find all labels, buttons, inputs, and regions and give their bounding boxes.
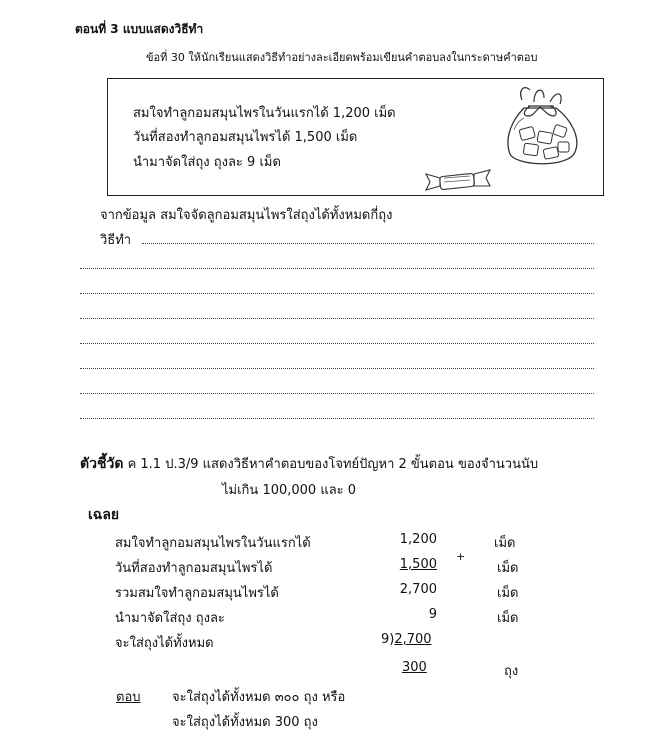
- question-line-1: สมใจทำลูกอมสมุนไพรในวันแรกได้ 1,200 เม็ด: [133, 106, 396, 121]
- question-line-3: นำมาจัดใส่ถุง ถุงละ 9 เม็ด: [133, 155, 281, 170]
- division-expression: [381, 632, 432, 647]
- solution-row-label: จะใส่ถุงได้ทั้งหมด: [115, 636, 214, 651]
- question-line-2: วันที่สองทำลูกอมสมุนไพรได้ 1,500 เม็ด: [133, 130, 358, 145]
- section-title: ตอนที่ 3 แบบแสดงวิธีทำ: [75, 22, 204, 36]
- answer-line: [80, 293, 594, 294]
- answer-line: [142, 243, 594, 244]
- answer-line: [80, 268, 594, 269]
- instruction-text: ข้อที่ 30 ให้นักเรียนแสดงวิธีทำอย่างละเอียดพร้อมเขียนคำตอบลงในกระดาษคำตอบ: [146, 51, 538, 64]
- quotient-value: 300: [402, 660, 427, 675]
- solution-title: เฉลย: [88, 507, 120, 523]
- solution-row-unit: เม็ด: [497, 611, 519, 626]
- answer-line: [80, 418, 594, 419]
- solution-row-value: 9: [428, 607, 437, 622]
- dividend: 2,700: [394, 632, 432, 647]
- answer-line: [80, 343, 594, 344]
- method-label: วิธีทำ: [100, 233, 132, 248]
- solution-row-unit: เม็ด: [497, 561, 519, 576]
- answer-line: [80, 368, 594, 369]
- divisor: 9): [381, 632, 395, 647]
- solution-row-unit: เม็ด: [494, 536, 516, 551]
- solution-row-value: 2,700: [399, 582, 437, 597]
- quotient-unit: ถุง: [504, 664, 519, 679]
- solution-row-label: นำมาจัดใส่ถุง ถุงละ: [115, 611, 225, 626]
- indicator-line-1: [80, 453, 538, 475]
- answer-line: [80, 393, 594, 394]
- answer-label: ตอบ: [116, 690, 141, 705]
- solution-row-label: วันที่สองทำลูกอมสมุนไพรได้: [115, 561, 273, 576]
- solution-row-unit: เม็ด: [497, 586, 519, 601]
- solution-row-value: 1,500: [399, 557, 437, 572]
- indicator-line-2: ไม่เกิน 100,000 และ 0: [222, 483, 357, 498]
- wrapped-candy-icon: [422, 168, 494, 192]
- answer-line-thai: จะใส่ถุงได้ทั้งหมด ๓๐๐ ถุง หรือ: [172, 690, 346, 705]
- plus-sign: +: [456, 550, 466, 563]
- solution-row-value: 1,200: [399, 532, 437, 547]
- solution-row-label: รวมสมใจทำลูกอมสมุนไพรได้: [115, 586, 279, 601]
- indicator-text: ค 1.1 ป.3/9 แสดงวิธีหาคำตอบของโจทย์ปัญหา 2 ขั้นตอน ของจำนวนนับ: [127, 457, 539, 472]
- candy-bag-icon: [494, 80, 586, 170]
- answer-line: [80, 318, 594, 319]
- question-prompt: จากข้อมูล สมใจจัดลูกอมสมุนไพรใส่ถุงได้ทั้งหมดกี่ถุง: [100, 208, 393, 223]
- indicator-label: ตัวชี้วัด: [80, 456, 124, 472]
- solution-row-label: สมใจทำลูกอมสมุนไพรในวันแรกได้: [115, 536, 311, 551]
- answer-line-arabic: จะใส่ถุงได้ทั้งหมด 300 ถุง: [172, 715, 318, 730]
